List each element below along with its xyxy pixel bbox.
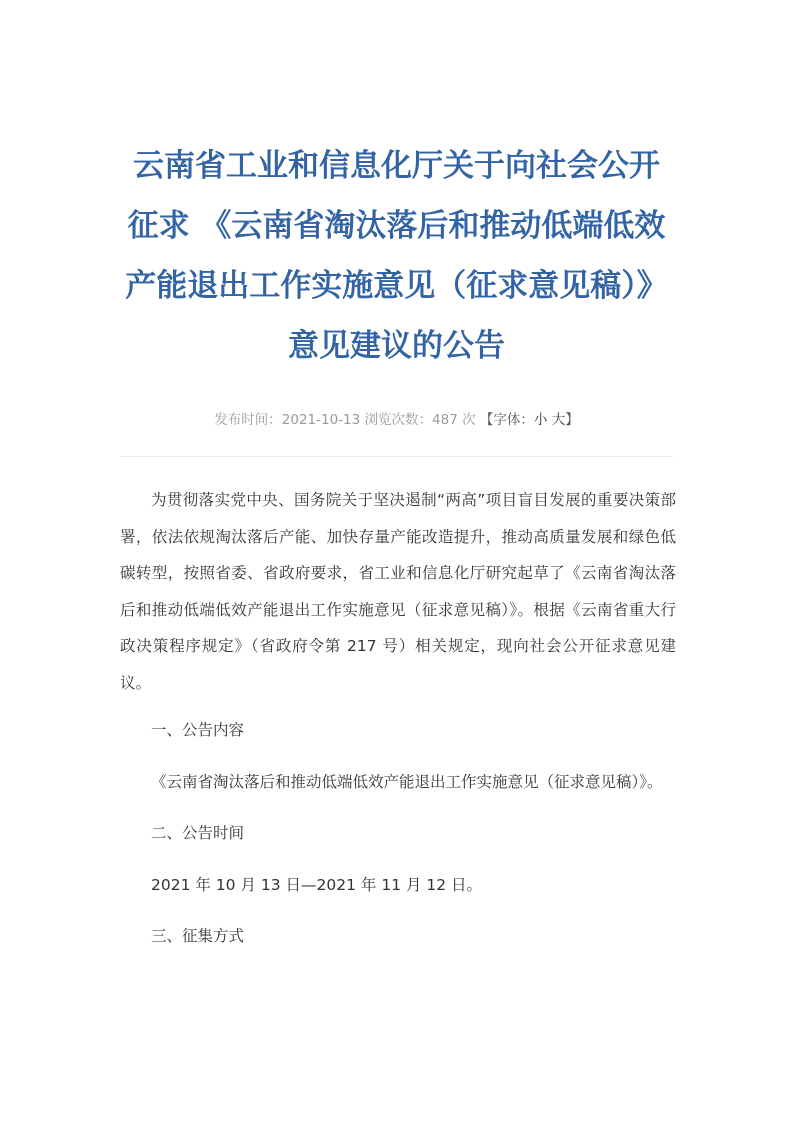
font-large-link[interactable]: 大 (551, 412, 566, 428)
section-text-1: 《云南省淘汰落后和推动低端低效产能退出工作实施意见（征求意见稿）》。 (151, 772, 663, 791)
section-heading-3: 三、征集方式 (151, 927, 245, 945)
font-size-label-open: 【字体： (479, 412, 534, 428)
views-label: 浏览次数： (364, 412, 433, 428)
title-line-3: 产能退出工作实施意见（征求意见稿）》 (125, 268, 668, 304)
publish-date: 2021-10-13 (281, 412, 361, 428)
section-heading-2: 二、公告时间 (151, 824, 245, 842)
publish-label: 发布时间： (214, 412, 282, 428)
section-heading-1: 一、公告内容 (151, 721, 245, 739)
section-text-2: 2021 年 10 月 13 日—2021 年 11 月 12 日。 (151, 875, 483, 894)
views-unit: 次 (462, 412, 476, 428)
intro-paragraph: 为贯彻落实党中央、国务院关于坚决遏制“两高”项目盲目发展的重要决策部署，依法依规淘汰落后产能、加快存量产能改造提升，推动高质量发展和绿色低碳转型，按照省委、省政府要求，省工业和信息化厅研究起草了《云南省淘汰落后和推动低端低效产能退出工作实施意见（征求意见稿）》。根据《云南省重大行政决策程序规定》（省政府令第 217 号）相关规定，现向社会公开征求意见建议。 (120, 491, 676, 692)
title-line-2: 征求 《云南省淘汰落后和推动低端低效 (127, 208, 666, 244)
article-title (110, 136, 683, 376)
views-count: 487 (432, 412, 458, 428)
title-line-4: 意见建议的公告 (288, 328, 505, 364)
font-size-label-close: 】 (565, 412, 579, 428)
title-line-1: 云南省工业和信息化厅关于向社会公开 (133, 148, 660, 184)
article-body (120, 482, 676, 955)
article-meta (0, 408, 793, 428)
meta-divider (120, 456, 673, 457)
font-small-link[interactable]: 小 (533, 412, 548, 428)
font-size-control (480, 412, 579, 428)
